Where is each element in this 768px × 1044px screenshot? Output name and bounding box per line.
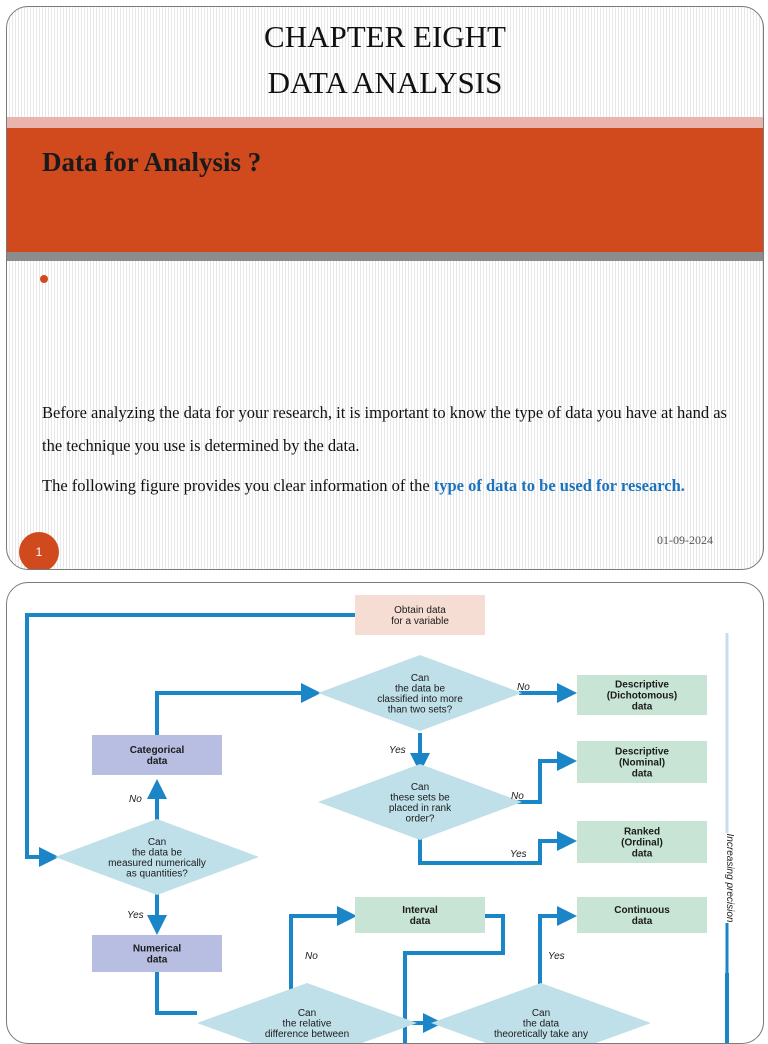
banner-title: Data for Analysis ? (42, 147, 262, 177)
numerical-box-label: Numerical data (132, 943, 182, 966)
interval-box-label: Interval data (402, 905, 438, 927)
bullet-dot (40, 275, 48, 283)
q-rank-label: Can these sets be placed in rank order? (388, 781, 452, 825)
slide-date: 01-09-2024 (657, 533, 713, 547)
arrow-numerical-to-relative (157, 971, 197, 1013)
slide-2 (6, 582, 764, 1044)
label-no-relative: No (305, 951, 318, 962)
continuous-box-label: Continuous data (614, 905, 670, 927)
q-continuous-label: Can the data theoretically take any (494, 1008, 588, 1040)
dichotomous-box-label: Descriptive (Dichotomous) data (606, 679, 678, 713)
slide-1 (6, 6, 764, 570)
pink-band (7, 117, 763, 128)
precision-axis (724, 633, 735, 973)
paragraph-2-text: The following figure provides you clear information of the (42, 476, 434, 495)
label-yes-sets: Yes (389, 745, 406, 756)
precision-label: Increasing precision (724, 833, 735, 923)
paragraph-1: Before analyzing the data for your research, it is important to know the type of data you have at hand as the technique you use is determined by the data. (42, 403, 727, 455)
categorical-box-label: Categorical data (129, 745, 185, 767)
chapter-subtitle: DATA ANALYSIS (267, 65, 503, 100)
chapter-title: CHAPTER EIGHT (264, 19, 506, 54)
data-type-flowchart (7, 583, 763, 1043)
arrow-yes-to-ordinal (420, 835, 573, 863)
start-box-label: Obtain data for a variable (391, 605, 449, 627)
slide-number-badge: 1 (19, 532, 59, 570)
nominal-box-label: Descriptive (Nominal) data (615, 746, 669, 780)
q-more-sets-label: Can the data be classified into more than two sets? (377, 672, 463, 716)
arrow-no-to-interval (291, 916, 353, 993)
q-relative-label: Can the relative difference between (264, 1008, 350, 1040)
paragraph-2-highlight: type of data to be used for research. (433, 476, 685, 495)
q-numeric-label: Can the data be measured numerically as quantities? (108, 836, 206, 880)
ordinal-box-label: Ranked (Ordinal) data (621, 826, 663, 860)
gray-band (7, 252, 763, 261)
label-yes-continuous: Yes (548, 951, 565, 962)
label-no-numeric: No (129, 794, 142, 805)
label-yes-rank: Yes (510, 849, 527, 860)
paragraph-2 (42, 469, 732, 502)
label-no-sets: No (517, 682, 530, 693)
label-yes-numeric: Yes (127, 910, 144, 921)
label-no-rank: No (511, 791, 524, 802)
